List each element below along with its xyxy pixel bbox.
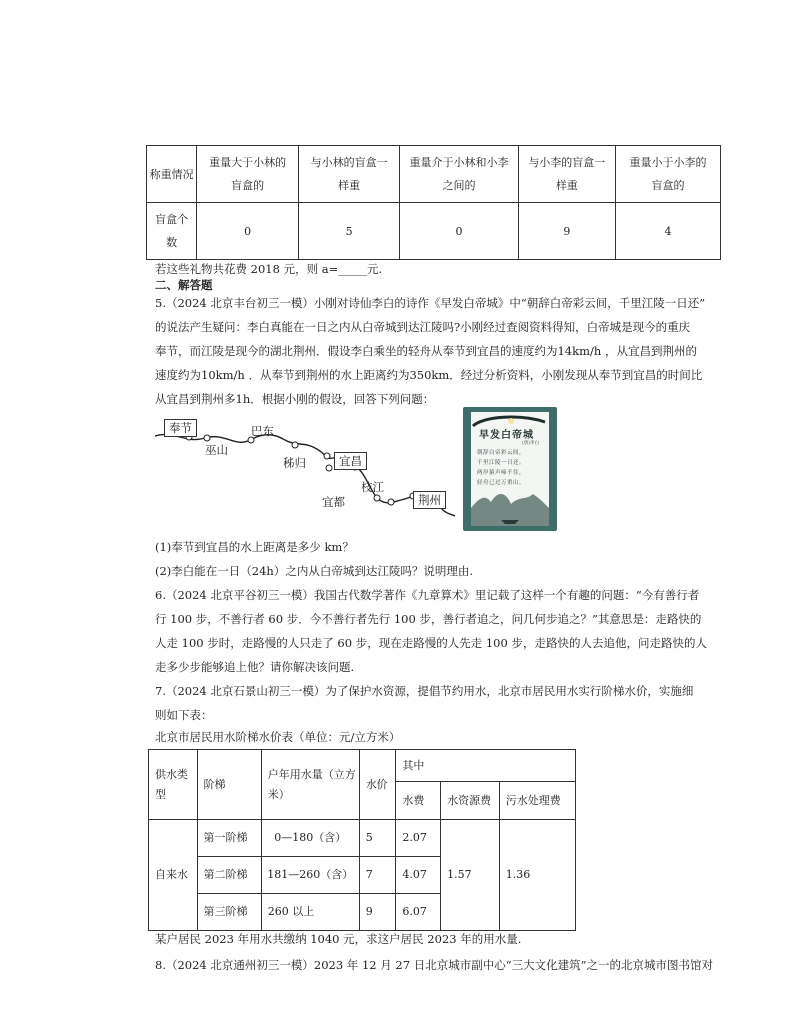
q5-line-4: 从宜昌到荆州多1h．根据小刚的假设，回答下列问题： <box>155 392 435 406</box>
t1-header-3: 重量介于小林和小李之间的 <box>400 146 518 203</box>
t2-h-resource: 水资源费 <box>441 782 500 820</box>
t1-cell: 5 <box>298 203 400 260</box>
t2-fee: 4.07 <box>396 857 441 894</box>
t1-cell: 9 <box>518 203 615 260</box>
t2-usage: 260 以上 <box>261 894 359 931</box>
t2-usage: 0—180（含） <box>261 820 359 857</box>
q6-line-2: 人走 100 步时，走路慢的人只走了 60 步，现在走路慢的人先走 100 步，走路快的人去追他，问走路快的人 <box>155 636 707 650</box>
poem-author: (唐)李白 <box>522 441 540 446</box>
t2-sewage: 1.36 <box>499 820 575 931</box>
q4-tail-text: 若这些礼物共花费 2018 元，则 a=_____元. <box>155 262 383 276</box>
q5-line-1: 的说法产生疑问：李白真能在一日之内从白帝城到达江陵吗?小刚经过查阅资料得知，白帝城是现今的重庆 <box>155 320 691 334</box>
map-label-yidu: 宜都 <box>322 495 345 509</box>
q6-line-0: 6.（2024 北京平谷初三一模）我国古代数学著作《九章算术》里记载了这样一个有趣的问题：“今有善行者 <box>155 588 700 602</box>
t2-fee: 6.07 <box>396 894 441 931</box>
map-label-zigui: 秭归 <box>283 456 306 470</box>
t2-fee: 2.07 <box>396 820 441 857</box>
t1-row-label: 盲盒个数 <box>147 203 197 260</box>
t1-header-5: 重量小于小李的盲盒的 <box>616 146 721 203</box>
t2-price: 7 <box>359 857 396 894</box>
t1-cell: 0 <box>197 203 299 260</box>
t2-price: 9 <box>359 894 396 931</box>
t2-h-type: 供水类型 <box>149 750 198 820</box>
q5-line-3: 速度约为10km/h ．从奉节到荆州的水上距离约为350km．经过分析资料，小刚发现从奉节到宜昌的时间比 <box>155 368 703 382</box>
t1-cell: 0 <box>400 203 518 260</box>
map-label-zhijiang: 枝江 <box>361 480 384 494</box>
poem-line-0: 朝辞白帝彩云间， <box>477 450 526 456</box>
map-label-fengjie: 奉节 <box>164 419 197 437</box>
t1-cell: 4 <box>616 203 721 260</box>
q7-line-0: 7.（2024 北京石景山初三一模）为了保护水资源，提倡节约用水，北京市居民用水实行阶梯水价，实施细 <box>155 684 694 698</box>
t2-tier: 第三阶梯 <box>197 894 261 931</box>
q6-line-3: 走多少步能够追上他？请你解决该问题. <box>155 660 355 674</box>
q5-line-2: 奉节，而江陵是现今的湖北荆州．假设李白乘坐的轻舟从奉节到宜昌的速度约为14km/h ，从宜昌到荆州的 <box>155 344 697 358</box>
q7-tail: 某户居民 2023 年用水共缴纳 1040 元，求这户居民 2023 年的用水量. <box>155 932 522 946</box>
poem-line-2: 两岸猿声啼不住， <box>477 470 526 476</box>
poem-card-image <box>463 407 557 531</box>
t2-h-price: 水价 <box>359 750 396 820</box>
t2-h-tier: 阶梯 <box>197 750 261 820</box>
t2-resource: 1.57 <box>441 820 500 931</box>
q7-table-caption: 北京市居民用水阶梯水价表（单位：元/立方米） <box>155 730 401 744</box>
section-heading: 二、解答题 <box>155 278 213 292</box>
water-price-table <box>148 749 576 931</box>
map-label-jingzhou: 荆州 <box>413 491 446 509</box>
t2-usage: 181—260（含） <box>261 857 359 894</box>
q5-sub1: (1)奉节到宜昌的水上距离是多少 km？ <box>155 540 354 554</box>
t2-h-among: 其中 <box>396 750 576 782</box>
t2-type: 自来水 <box>149 820 198 931</box>
poem-title: 早发白帝城 <box>479 430 534 441</box>
blind-box-weighing-table <box>146 145 721 260</box>
t1-header-2: 与小林的盲盒一样重 <box>298 146 400 203</box>
poem-line-1: 千里江陵一日还。 <box>477 460 526 466</box>
map-label-yichang: 宜昌 <box>334 452 367 470</box>
t2-tier: 第二阶梯 <box>197 857 261 894</box>
q7-line-1: 则如下表： <box>155 708 213 722</box>
t1-header-0: 称重情况 <box>147 146 197 203</box>
map-label-wushan: 巫山 <box>205 443 228 457</box>
q6-line-1: 行 100 步，不善行者 60 步．今不善行者先行 100 步，善行者追之，问几何步追之？”其意思是：走路快的 <box>155 612 702 626</box>
q5-sub2: (2)李白能在一日（24h）之内从白帝城到达江陵吗？说明理由. <box>155 564 473 578</box>
map-label-badong: 巴东 <box>251 424 274 438</box>
t2-h-sewage: 污水处理费 <box>499 782 575 820</box>
t2-price: 5 <box>359 820 396 857</box>
t2-h-usage: 户年用水量（立方米） <box>261 750 359 820</box>
poem-line-3: 轻舟已过万重山。 <box>477 480 526 486</box>
q8-line: 8.（2024 北京通州初三一模）2023 年 12 月 27 日北京城市副中心“三大文化建筑”之一的北京城市图书馆对 <box>155 958 713 972</box>
t1-header-1: 重量大于小林的盲盒的 <box>197 146 299 203</box>
t1-header-4: 与小李的盲盒一样重 <box>518 146 615 203</box>
t2-h-fee: 水费 <box>396 782 441 820</box>
t2-tier: 第一阶梯 <box>197 820 261 857</box>
q5-line-0: 5.（2024 北京丰台初三一模）小刚对诗仙李白的诗作《早发白帝城》中“朝辞白帝彩云间，千里江陵一日还” <box>155 296 706 310</box>
